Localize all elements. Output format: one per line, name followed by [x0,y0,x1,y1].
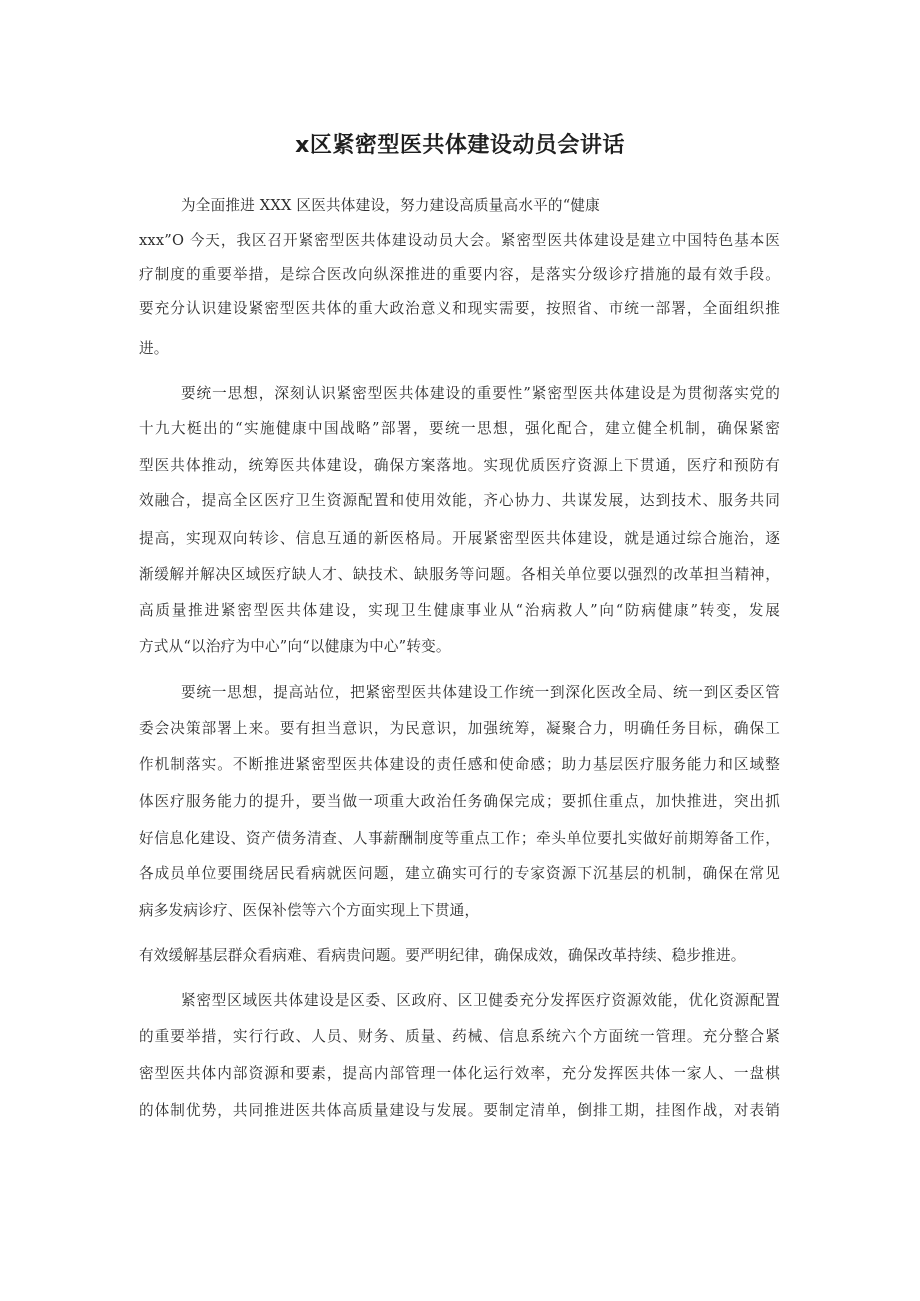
paragraph-line: 密型医共体内部资源和要素，提高内部管理一体化运行效率，充分发挥医共体一家人、一盘棋 [139,1065,780,1082]
paragraph-line: 疗制度的重要举措，是综合医改向纵深推进的重要内容，是落实分级诊疗措施的最有效手段。 [139,266,780,283]
paragraph-line: 病多发病诊疗、医保补偿等六个方面实现上下贯通， [139,902,480,919]
paragraph-line: 有效缓解基层群众看病难、看病贵问题。要严明纪律，确保成效，确保改革持续、稳步推进。 [139,947,746,964]
paragraph-line: 各成员单位要围绕居民看病就医问题，建立确实可行的专家资源下沉基层的机制，确保在常见 [139,865,780,882]
paragraph-line: 好信息化建设、资产债务清查、人事薪酬制度等重点工作；牵头单位要扎实做好前期筹备工作， [139,830,780,847]
paragraph-line: 十九大梃出的“实施健康中国战略”部署，要统一思想，强化配合，建立健全机制，确保紧密 [139,420,780,437]
paragraph-line: 渐缓解并解决区域医疗缺人才、缺技术、缺服务等问题。各相关单位要以强烈的改革担当精神， [139,566,780,583]
paragraph-line: 作机制落实。不断推进紧密型医共体建设的责任感和使命感；助力基层医疗服务能力和区域整 [139,756,780,773]
paragraph-line: 进。 [139,340,169,357]
paragraph-line: 型医共体推动，统筹医共体建设，确保方案落地。实现优质医疗资源上下贯通，医疗和预防有 [139,457,780,474]
paragraph-line: 的体制优势，共同推进医共体高质量建设与发展。要制定清单，倒排工期，挂图作战，对表销 [139,1102,780,1119]
paragraph-line: 委会决策部署上来。要有担当意识，为民意识，加强统筹，凝聚合力，明确任务目标，确保工 [139,720,780,737]
paragraph-line: 效融合，提高全区医疗卫生资源配置和使用效能，齐心协力、共谋发展，达到技术、服务共同 [139,492,780,509]
paragraph-line: 要充分认识建设紧密型医共体的重大政治意义和现实需要，按照省、市统一部署，全面组织推 [139,300,780,317]
paragraph-line: 紧密型区域医共体建设是区委、区政府、区卫健委充分发挥医疗资源效能，优化资源配置 [181,992,780,1009]
document-title: x区紧密型医共体建设动员会讲话 [295,133,625,158]
paragraph-line: 方式从“以治疗为中心”向“以健康为中心”转变。 [139,638,451,655]
paragraph-line: 的重要举措，实行行政、人员、财务、质量、药械、信息系统六个方面统一管理。充分整合紧 [139,1028,780,1045]
paragraph-line: 为全面推进 XXX 区医共体建设，努力建设高质量高水平的“健康 [181,197,600,214]
paragraph-line: 要统一思想，深刻认识紧密型医共体建设的重要性”紧密型医共体建设是为贯彻落实党的 [181,385,780,402]
paragraph-line: 要统一思想，提高站位，把紧密型医共体建设工作统一到深化医改全局、统一到区委区管 [181,684,780,701]
paragraph-line: xxx”O 今天，我区召开紧密型医共体建设动员大会。紧密型医共体建设是建立中国特色基本医 [139,232,780,249]
paragraph-line: 体医疗服务能力的提升，要当做一项重大政治任务确保完成；要抓住重点，加快推进，突出抓 [139,793,780,810]
paragraph-line: 提高，实现双向转诊、信息互通的新医格局。开展紧密型医共体建设，就是通过综合施治，逐 [139,530,780,547]
paragraph-line: 高质量推进紧密型医共体建设，实现卫生健康事业从“治病救人”向“防病健康”转变，发展 [139,602,780,619]
